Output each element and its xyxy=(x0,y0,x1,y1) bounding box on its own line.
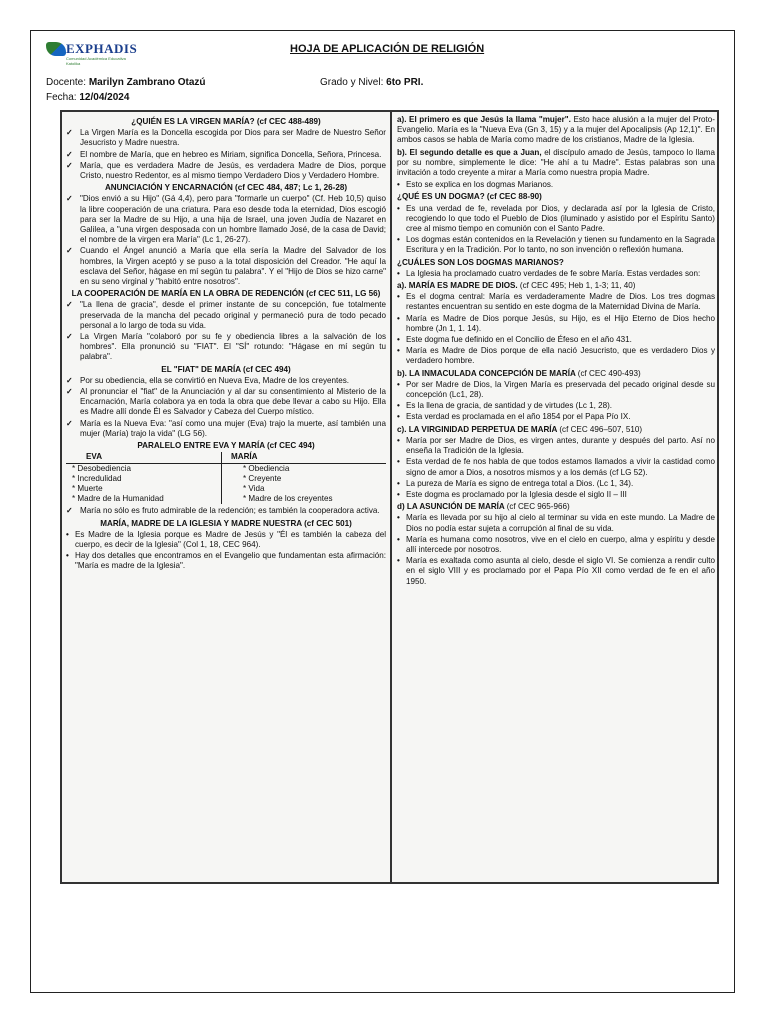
checkmark-icon: ✓ xyxy=(66,387,73,397)
section-title: EL "FIAT" DE MARÍA (cf CEC 494) xyxy=(161,364,291,374)
list-item xyxy=(397,235,715,255)
section-ref: (cf CEC 496–507, 510) xyxy=(559,424,643,434)
table-divider xyxy=(221,452,222,504)
paragraph-b xyxy=(397,148,715,179)
section-title-text: d) LA ASUNCIÓN DE MARÍA xyxy=(397,502,505,512)
grade-label: Grado y Nivel: xyxy=(320,77,384,88)
list-item xyxy=(66,419,386,439)
section-ref: (cf CEC 495; Heb 1, 1-3; 11, 40) xyxy=(519,281,636,291)
list-item-text: Hay dos detalles que encontramos en el Evangelio que fundamentan esta afirmación: "María es madre de la Iglesia". xyxy=(75,551,386,571)
table-body xyxy=(66,464,386,505)
list-item-text: Los dogmas están contenidos en la Revelación y tienen su fundamento en la Sagrada Escritura y en la Tradición. Por lo tanto, no son invención o reflexión humana. xyxy=(406,235,715,255)
checkmark-icon: ✓ xyxy=(66,506,73,516)
list-item-text: María no sólo es fruto admirable de la redención; es también la cooperadora activa. xyxy=(80,506,380,516)
column-divider xyxy=(390,112,392,882)
logo-name: EXPHADIS xyxy=(66,41,138,56)
table-cell: * Madre de la Humanidad xyxy=(72,494,164,504)
list-item xyxy=(397,335,715,345)
table-cell: * Vida xyxy=(243,483,265,493)
list-item-text: María es llevada por su hijo al cielo al terminar su vida en este mundo. La Madre de Dios no podía estar sujeta a corrupción al final de su vida. xyxy=(406,513,715,533)
list-item-text: Es la llena de gracia, de santidad y de virtudes (Lc 1, 28). xyxy=(406,401,613,411)
bullet-icon: • xyxy=(397,435,400,445)
list-item xyxy=(66,551,386,571)
bullet-icon: • xyxy=(397,335,400,345)
table-row xyxy=(66,494,386,504)
checkmark-icon: ✓ xyxy=(66,128,73,138)
grade-value: 6to PRI. xyxy=(386,77,424,88)
bullet-icon: • xyxy=(397,513,400,523)
list-item-text: María es la Nueva Eva: "así como una mujer (Eva) trajo la muerte, así también una mujer (María) trajo la vida" (LG 56). xyxy=(80,418,386,438)
bullet-list xyxy=(397,204,715,256)
list-item-text: Esta verdad es proclamada en el año 1854 por el Papa Pío IX. xyxy=(406,412,631,422)
teacher-name: Marilyn Zambrano Otazú xyxy=(88,77,206,88)
bullet-icon: • xyxy=(397,401,400,411)
list-item xyxy=(66,246,386,287)
list-item xyxy=(397,457,715,477)
grade-line xyxy=(320,77,423,88)
list-item xyxy=(66,376,386,386)
bullet-icon: • xyxy=(397,534,400,544)
list-item xyxy=(397,535,715,555)
list-item xyxy=(397,490,715,500)
section-title: PARALELO ENTRE EVA Y MARÍA (cf CEC 494) xyxy=(137,441,315,451)
paragraph-lead: a). El primero es que Jesús la llama "mujer". xyxy=(397,115,571,124)
list-item xyxy=(66,194,386,245)
list-item-text: Esta verdad de fe nos habla de que todos estamos llamados a vivir la castidad como signo de amor a Dios, a nosotros mismos y a los demás (cf LG 52). xyxy=(406,457,715,477)
list-item xyxy=(66,332,386,363)
list-item xyxy=(397,269,715,279)
left-column xyxy=(66,115,386,573)
list-item xyxy=(66,506,386,516)
list-item-text: María es Madre de Dios porque de ella nació Jesucristo, que es verdadero Dios y verdadero hombre. xyxy=(406,346,715,366)
list-item xyxy=(397,412,715,422)
scanned-handout xyxy=(60,110,719,884)
list-item-text: María es Madre de Dios porque Jesús, su Hijo, es el Hijo Eterno de Dios hecho hombre (Jn 1, 1. 14). xyxy=(406,313,715,333)
list-item xyxy=(397,346,715,366)
list-item-text: Es una verdad de fe, revelada por Dios, y declarada así por la Iglesia de Cristo, recogiendo lo que todo el Pueblo de Dios (iluminado y asistido por el Espíritu Santo) cree al mismo tiempo en comunión con el Santo Padre. xyxy=(406,203,715,234)
bullet-icon: • xyxy=(397,556,400,566)
checkmark-icon: ✓ xyxy=(66,332,73,342)
check-list xyxy=(66,376,386,439)
bullet-icon: • xyxy=(397,268,400,278)
list-item-text: La Virgen María es la Doncella escogida por Dios para ser Madre de Nuestro Señor Jesucristo y Madre nuestra. xyxy=(80,128,386,148)
check-list xyxy=(66,194,386,287)
list-item-text: Es Madre de la Iglesia porque es Madre de Jesús y "Él es también la cabeza del cuerpo, es decir de la Iglesia" (Col 1, 18, CEC 964). xyxy=(75,529,386,549)
section-title xyxy=(397,369,715,379)
list-item xyxy=(66,530,386,550)
date-value: 12/04/2024 xyxy=(79,92,130,103)
list-item xyxy=(397,436,715,456)
section-title xyxy=(397,502,715,512)
list-item-text: La Virgen María "colaboró por su fe y obediencia libres a la salvación de los hombres". Ella pronunció su "FIAT". El "SÍ" rotundo: "Hágase en mí según tu palabra". xyxy=(80,332,386,362)
list-item xyxy=(397,204,715,235)
bullet-list xyxy=(397,513,715,586)
sheet-title: HOJA DE APLICACIÓN DE RELIGIÓN xyxy=(290,43,485,55)
list-item-text: Es el dogma central: María es verdaderamente Madre de Dios. Los tres dogmas restantes encuentran su sentido en este dogma de la Maternidad Divina de María. xyxy=(406,292,715,312)
bullet-icon: • xyxy=(397,379,400,389)
list-item xyxy=(397,513,715,533)
section-title: LA COOPERACIÓN DE MARÍA EN LA OBRA DE REDENCIÓN (cf CEC 511, LG 56) xyxy=(71,289,381,299)
table-cell: * Obediencia xyxy=(243,463,290,473)
eva-maria-table xyxy=(66,452,386,504)
section-title: MARÍA, MADRE DE LA IGLESIA Y MADRE NUESTRA (cf CEC 501) xyxy=(100,518,352,528)
list-item-text: Esto se explica en los dogmas Marianos. xyxy=(406,180,554,190)
check-list xyxy=(66,506,386,516)
section-title-text: b). LA INMACULADA CONCEPCIÓN DE MARÍA xyxy=(397,368,576,378)
bullet-icon: • xyxy=(397,412,400,422)
list-item-text: El nombre de María, que en hebreo es Miriam, significa Doncella, Señora, Princesa. xyxy=(80,149,382,159)
list-item-text: La Iglesia ha proclamado cuatro verdades de fe sobre María. Estas verdades son: xyxy=(406,268,701,278)
list-item-text: María es humana como nosotros, vive en el cielo en cuerpo, alma y espíritu y desde allí intercede por nosotros. xyxy=(406,534,715,554)
list-item xyxy=(397,401,715,411)
bullet-icon: • xyxy=(397,346,400,356)
section-title xyxy=(397,425,715,435)
list-item-text: Por ser Madre de Dios, la Virgen María es preservada del pecado original desde su concepción (Lc1, 28). xyxy=(406,379,715,400)
logo-icon xyxy=(46,42,66,56)
bullet-list xyxy=(397,292,715,366)
table-header xyxy=(66,452,386,463)
list-item xyxy=(66,128,386,148)
date-line xyxy=(46,92,129,103)
bullet-list xyxy=(397,180,715,190)
bullet-list xyxy=(397,436,715,500)
list-item xyxy=(66,161,386,181)
section-title-text: a). MARÍA ES MADRE DE DIOS. xyxy=(397,281,518,291)
list-item-text: María por ser Madre de Dios, es virgen antes, durante y después del parto. Así no enseña la Tradición de la Iglesia. xyxy=(406,435,715,456)
paragraph-lead: b). El segundo detalle es que a Juan, xyxy=(397,147,542,157)
check-list xyxy=(66,300,386,362)
list-item-text: La pureza de María es signo de entrega total a Dios. (Lc 1, 34). xyxy=(406,478,634,488)
checkmark-icon: ✓ xyxy=(66,375,73,385)
list-item-text: Este dogma es proclamado por la Iglesia desde el siglo II – III xyxy=(406,489,627,499)
table-header-cell: MARÍA xyxy=(231,452,258,462)
list-item-text: Este dogma fue definido en el Concilio de Éfeso en el año 431. xyxy=(406,335,632,345)
list-item-text: María, que es verdadera Madre de Jesús, es verdadera Madre de Dios, porque Cristo, nuestro Redentor, es al mismo tiempo Verdadero Dios y Verdadero Hombre. xyxy=(80,160,386,181)
list-item-text: "La llena de gracia", desde el primer instante de su concepción, fue totalmente preservada de la mancha del pecado original y permaneció pura de todo pecado personal a lo largo de toda su vida. xyxy=(80,300,386,330)
list-item xyxy=(397,556,715,587)
checkmark-icon: ✓ xyxy=(66,300,73,310)
table-header-cell: EVA xyxy=(86,452,103,462)
section-ref: (cf CEC 965-966) xyxy=(506,502,570,512)
list-item xyxy=(397,380,715,400)
section-title: ¿QUÉ ES UN DOGMA? (cf CEC 88-90) xyxy=(397,192,542,202)
list-item-text: Cuando el Ángel anunció a María que ella sería la Madre del Salvador de los hombres, la Virgen aceptó y se puso a la total disposición del Creador. "He aquí la esclava del Señor, hágase en mí según tu palabra". Y el "Hijo de Dios se hizo carne" en su seno virginal y "habitó entre nosotros". xyxy=(80,246,386,287)
table-row xyxy=(66,474,386,484)
list-item xyxy=(66,387,386,418)
section-title xyxy=(397,281,715,291)
bullet-icon: • xyxy=(397,457,400,467)
list-item-text: "Dios envió a su Hijo" (Gá 4,4), pero para "formarle un cuerpo" (Cf. Heb 10,5) quiso la libre cooperación de una criatura. Para eso desde toda la eternidad, Dios escogió para ser la Madre de su Hijo, a una hija de Israel, una joven Judía de Nazaret en Galilea, a "una virgen desposada con un hombre llamado José, de la casa de David; el nombre de la virgen era María" (Lc 1, 26-27). xyxy=(80,194,386,245)
checkmark-icon: ✓ xyxy=(66,160,73,170)
paragraph-a xyxy=(397,115,715,146)
section-title: ¿CUÁLES SON LOS DOGMAS MARIANOS? xyxy=(397,257,564,267)
list-item-text: Por su obediencia, ella se convirtió en Nueva Eva, Madre de los creyentes. xyxy=(80,375,350,385)
table-cell: * Muerte xyxy=(72,483,103,493)
table-cell: * Creyente xyxy=(243,473,282,483)
section-title-text: c). LA VIRGINIDAD PERPETUA DE MARÍA xyxy=(397,424,558,434)
section-title: ANUNCIACIÓN Y ENCARNACIÓN (cf CEC 484, 487; Lc 1, 26-28) xyxy=(104,183,348,193)
bullet-icon: • xyxy=(66,529,69,539)
right-column xyxy=(397,115,715,588)
checkmark-icon: ✓ xyxy=(66,418,73,428)
table-cell: * Desobediencia xyxy=(72,463,131,473)
list-item-text: María es exaltada como asunta al cielo, desde el siglo VI. Se comienza a rendir culto en el siglo VIII y es proclamado por el Papa Pío XII como verdad de fe en el año 1950. xyxy=(406,556,715,586)
bullet-icon: • xyxy=(397,489,400,499)
table-row xyxy=(66,464,386,474)
list-item xyxy=(397,292,715,312)
bullet-icon: • xyxy=(397,180,400,190)
logo-tagline: Comunidad Académica Educativa Katolika xyxy=(66,56,126,66)
date-label: Fecha: xyxy=(46,92,77,103)
table-row xyxy=(66,484,386,494)
checkmark-icon: ✓ xyxy=(66,246,73,256)
bullet-list xyxy=(397,269,715,279)
paragraph-text: el discípulo amado de Jesús, tampoco lo llama por su nombre, simplemente le dice: "He ahí a tu Madre". Estas palabras son una invitación a todo creyente a mirar a María como nuestra propia Madre. xyxy=(397,147,715,178)
section-title: ¿QUIÉN ES LA VIRGEN MARÍA? (cf CEC 488-489) xyxy=(131,117,321,126)
paragraph-text: Esto hace alusión a la mujer del Proto-Evangelio. María es la "Nueva Eva (Gn 3, 15) y a la mujer del Apocalipsis (Ap 12,1)". En ambos casos se habla de María como madre de los cristianos, Madre de la Iglesia. xyxy=(397,115,715,145)
bullet-icon: • xyxy=(397,203,400,213)
section-ref: (cf CEC 490-493) xyxy=(577,368,641,378)
list-item xyxy=(397,314,715,334)
teacher-label: Docente: xyxy=(46,77,87,88)
bullet-icon: • xyxy=(397,235,400,245)
bullet-list xyxy=(397,380,715,423)
school-logo xyxy=(46,40,138,66)
bullet-list xyxy=(66,530,386,572)
list-item-text: Al pronunciar el "fiat" de la Anunciación y al dar su consentimiento al Misterio de la Encarnación, María colabora ya en toda la obra que debe llevar a cabo su Hijo. Ella es Madre allí donde Él es Salvador y Cabeza del Cuerpo místico. xyxy=(80,387,386,417)
table-cell: * Madre de los creyentes xyxy=(243,494,333,504)
bullet-icon: • xyxy=(397,478,400,488)
bullet-icon: • xyxy=(397,292,400,302)
checkmark-icon: ✓ xyxy=(66,194,73,204)
list-item xyxy=(66,150,386,160)
list-item xyxy=(397,479,715,489)
table-cell: * Incredulidad xyxy=(72,473,122,483)
check-list xyxy=(66,128,386,181)
list-item xyxy=(66,300,386,331)
bullet-icon: • xyxy=(397,313,400,323)
list-item xyxy=(397,180,715,190)
checkmark-icon: ✓ xyxy=(66,149,73,159)
teacher-line xyxy=(46,77,206,88)
bullet-icon: • xyxy=(66,551,69,561)
